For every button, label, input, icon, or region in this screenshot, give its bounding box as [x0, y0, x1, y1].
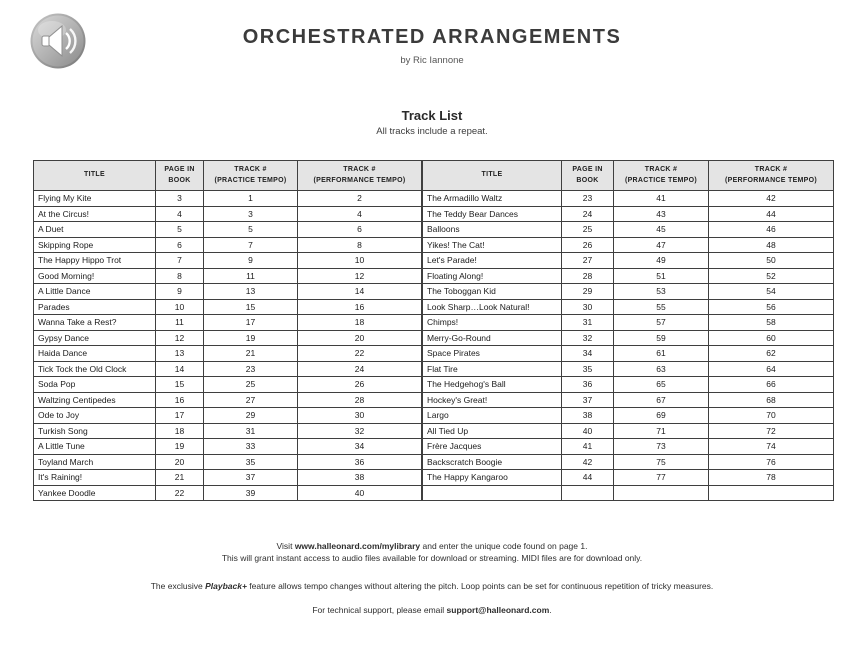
page-cell: 9 [156, 284, 204, 300]
page-cell: 10 [156, 299, 204, 315]
practice-track-cell: 75 [614, 454, 709, 470]
performance-track-cell: 36 [298, 454, 422, 470]
practice-track-cell: 35 [204, 454, 298, 470]
performance-track-cell: 10 [298, 253, 422, 269]
practice-track-cell: 25 [204, 377, 298, 393]
track-title-cell: Parades [34, 299, 156, 315]
track-title-cell: The Hedgehog's Ball [423, 377, 562, 393]
performance-track-cell: 32 [298, 423, 422, 439]
footer-access-line: This will grant instant access to audio files available for download or streaming. MIDI files are for download only. [221, 552, 643, 563]
column-header-track-practice: TRACK # (PRACTICE TEMPO) [614, 161, 709, 191]
practice-track-cell: 69 [614, 408, 709, 424]
track-title-cell: Tick Tock the Old Clock [34, 361, 156, 377]
column-header-track-practice: TRACK # (PRACTICE TEMPO) [204, 161, 298, 191]
table-row [423, 454, 834, 470]
table-row [423, 315, 834, 331]
practice-track-cell: 59 [614, 330, 709, 346]
practice-track-cell: 55 [614, 299, 709, 315]
footer-playback-info: The exclusive Playback+ feature allows tempo changes without altering the pitch. Loop points can be set for continuous repetition of tricky measures. [150, 581, 714, 591]
table-row [34, 206, 422, 222]
table-row [34, 470, 422, 486]
page-cell: 41 [562, 439, 614, 455]
track-title-cell: Skipping Rope [34, 237, 156, 253]
support-email: support@halleonard.com [446, 605, 550, 615]
page-cell: 28 [562, 268, 614, 284]
table-row [423, 284, 834, 300]
footer-visit-line: Visit www.halleonard.com/mylibrary and enter the unique code found on page 1. [276, 541, 588, 551]
track-title-cell: The Happy Kangaroo [423, 470, 562, 486]
table-row [34, 346, 422, 362]
table-row [34, 330, 422, 346]
table-row [423, 222, 834, 238]
page-cell: 31 [562, 315, 614, 331]
track-title-cell: Look Sharp…Look Natural! [423, 299, 562, 315]
performance-track-cell: 44 [709, 206, 834, 222]
practice-track-cell: 33 [204, 439, 298, 455]
track-title-cell: Waltzing Centipedes [34, 392, 156, 408]
practice-track-cell: 37 [204, 470, 298, 486]
table-row [34, 423, 422, 439]
table-row [423, 361, 834, 377]
table-row [34, 268, 422, 284]
practice-track-cell: 41 [614, 191, 709, 207]
table-row [34, 439, 422, 455]
page-cell: 13 [156, 346, 204, 362]
track-title-cell: Ode to Joy [34, 408, 156, 424]
table-row [423, 346, 834, 362]
document-header [0, 26, 864, 66]
performance-track-cell: 64 [709, 361, 834, 377]
page-cell: 37 [562, 392, 614, 408]
table-row [34, 377, 422, 393]
performance-track-cell: 52 [709, 268, 834, 284]
performance-track-cell: 34 [298, 439, 422, 455]
performance-track-cell: 56 [709, 299, 834, 315]
practice-track-cell: 21 [204, 346, 298, 362]
performance-track-cell: 70 [709, 408, 834, 424]
table-row [423, 439, 834, 455]
table-row [34, 191, 422, 207]
table-header-row [423, 161, 834, 191]
performance-track-cell: 58 [709, 315, 834, 331]
column-header-page-in-book: PAGE IN BOOK [562, 161, 614, 191]
performance-track-cell: 30 [298, 408, 422, 424]
tracklist-subtitle: All tracks include a repeat. [376, 126, 488, 137]
track-title-cell: Largo [423, 408, 562, 424]
page-cell: 34 [562, 346, 614, 362]
performance-track-cell: 4 [298, 206, 422, 222]
practice-track-cell: 27 [204, 392, 298, 408]
column-header-title: TITLE [423, 161, 562, 191]
performance-track-cell: 78 [709, 470, 834, 486]
track-title-cell: The Armadillo Waltz [423, 191, 562, 207]
performance-track-cell: 18 [298, 315, 422, 331]
footer-support-info: For technical support, please email support@halleonard.com. [312, 605, 552, 615]
practice-track-cell: 19 [204, 330, 298, 346]
track-title-cell: Space Pirates [423, 346, 562, 362]
playback-feature-name: Playback+ [205, 581, 247, 591]
track-title-cell: Hockey's Great! [423, 392, 562, 408]
performance-track-cell: 26 [298, 377, 422, 393]
track-title-cell: A Duet [34, 222, 156, 238]
practice-track-cell: 3 [204, 206, 298, 222]
page-cell: 40 [562, 423, 614, 439]
column-header-track-performance: TRACK # (PERFORMANCE TEMPO) [709, 161, 834, 191]
table-row [423, 485, 834, 501]
table-row [423, 470, 834, 486]
practice-track-cell: 61 [614, 346, 709, 362]
practice-track-cell: 23 [204, 361, 298, 377]
table-row [423, 423, 834, 439]
page-cell: 24 [562, 206, 614, 222]
table-row [423, 268, 834, 284]
practice-track-cell: 57 [614, 315, 709, 331]
table-row [34, 392, 422, 408]
performance-track-cell: 6 [298, 222, 422, 238]
page-cell: 4 [156, 206, 204, 222]
page-cell: 20 [156, 454, 204, 470]
table-row [423, 377, 834, 393]
track-title-cell: Frère Jacques [423, 439, 562, 455]
track-title-cell: Haida Dance [34, 346, 156, 362]
performance-track-cell: 14 [298, 284, 422, 300]
performance-track-cell: 22 [298, 346, 422, 362]
page-title: ORCHESTRATED ARRANGEMENTS [242, 26, 622, 48]
page-cell: 8 [156, 268, 204, 284]
track-title-cell: Backscratch Boogie [423, 454, 562, 470]
page-cell: 36 [562, 377, 614, 393]
track-title-cell: Flat Tire [423, 361, 562, 377]
track-title-cell: All Tied Up [423, 423, 562, 439]
table-row [34, 299, 422, 315]
performance-track-cell: 2 [298, 191, 422, 207]
performance-track-cell: 12 [298, 268, 422, 284]
track-title-cell: Toyland March [34, 454, 156, 470]
page-cell: 19 [156, 439, 204, 455]
practice-track-cell: 53 [614, 284, 709, 300]
performance-track-cell: 38 [298, 470, 422, 486]
track-title-cell: Flying My Kite [34, 191, 156, 207]
page-cell: 17 [156, 408, 204, 424]
track-title-cell: The Toboggan Kid [423, 284, 562, 300]
table-row [34, 237, 422, 253]
table-header-row [34, 161, 422, 191]
practice-track-cell: 13 [204, 284, 298, 300]
table-row [423, 330, 834, 346]
track-title-cell: Yankee Doodle [34, 485, 156, 501]
page-cell: 3 [156, 191, 204, 207]
practice-track-cell: 29 [204, 408, 298, 424]
table-row [34, 454, 422, 470]
page-cell: 29 [562, 284, 614, 300]
page-cell: 44 [562, 470, 614, 486]
performance-track-cell: 60 [709, 330, 834, 346]
page-cell: 11 [156, 315, 204, 331]
track-title-cell: Chimps! [423, 315, 562, 331]
performance-track-cell: 24 [298, 361, 422, 377]
page-cell: 22 [156, 485, 204, 501]
track-title-cell: Gypsy Dance [34, 330, 156, 346]
practice-track-cell: 5 [204, 222, 298, 238]
practice-track-cell: 71 [614, 423, 709, 439]
performance-track-cell: 74 [709, 439, 834, 455]
practice-track-cell: 15 [204, 299, 298, 315]
track-title-cell: Floating Along! [423, 268, 562, 284]
track-title-cell: Let's Parade! [423, 253, 562, 269]
performance-track-cell: 16 [298, 299, 422, 315]
tracklist-heading-block [0, 108, 864, 137]
page-cell: 38 [562, 408, 614, 424]
track-table-left [33, 160, 422, 501]
practice-track-cell: 31 [204, 423, 298, 439]
practice-track-cell: 63 [614, 361, 709, 377]
page-cell: 25 [562, 222, 614, 238]
track-title-cell: At the Circus! [34, 206, 156, 222]
practice-track-cell: 9 [204, 253, 298, 269]
performance-track-cell: 68 [709, 392, 834, 408]
track-title-cell: Turkish Song [34, 423, 156, 439]
track-table-right [422, 160, 834, 501]
table-row [34, 361, 422, 377]
page-cell: 35 [562, 361, 614, 377]
page-cell: 30 [562, 299, 614, 315]
practice-track-cell: 11 [204, 268, 298, 284]
column-header-title: TITLE [34, 161, 156, 191]
track-title-cell: The Teddy Bear Dances [423, 206, 562, 222]
page-cell: 18 [156, 423, 204, 439]
performance-track-cell: 40 [298, 485, 422, 501]
page-cell: 32 [562, 330, 614, 346]
table-row [34, 485, 422, 501]
performance-track-cell: 46 [709, 222, 834, 238]
track-title-cell: Yikes! The Cat! [423, 237, 562, 253]
table-row [34, 315, 422, 331]
table-row [34, 408, 422, 424]
performance-track-cell: 20 [298, 330, 422, 346]
performance-track-cell: 66 [709, 377, 834, 393]
practice-track-cell [614, 485, 709, 501]
practice-track-cell: 39 [204, 485, 298, 501]
page-cell: 26 [562, 237, 614, 253]
performance-track-cell: 62 [709, 346, 834, 362]
practice-track-cell: 1 [204, 191, 298, 207]
footer-access-info [0, 541, 864, 564]
practice-track-cell: 45 [614, 222, 709, 238]
track-title-cell: Balloons [423, 222, 562, 238]
table-row [34, 284, 422, 300]
practice-track-cell: 17 [204, 315, 298, 331]
performance-track-cell: 42 [709, 191, 834, 207]
track-title-cell [423, 485, 562, 501]
tracklist-title: Track List [401, 108, 463, 123]
table-row [423, 408, 834, 424]
practice-track-cell: 77 [614, 470, 709, 486]
page-cell: 6 [156, 237, 204, 253]
track-title-cell: Good Morning! [34, 268, 156, 284]
practice-track-cell: 73 [614, 439, 709, 455]
track-title-cell: Merry-Go-Round [423, 330, 562, 346]
page-cell: 15 [156, 377, 204, 393]
table-row [423, 253, 834, 269]
table-row [423, 237, 834, 253]
table-row [34, 222, 422, 238]
practice-track-cell: 49 [614, 253, 709, 269]
practice-track-cell: 51 [614, 268, 709, 284]
page-cell [562, 485, 614, 501]
page-cell: 42 [562, 454, 614, 470]
performance-track-cell [709, 485, 834, 501]
track-title-cell: A Little Tune [34, 439, 156, 455]
page-cell: 7 [156, 253, 204, 269]
library-url: www.halleonard.com/mylibrary [294, 541, 421, 551]
table-row [423, 299, 834, 315]
practice-track-cell: 43 [614, 206, 709, 222]
byline: by Ric Iannone [400, 55, 464, 66]
table-row [423, 392, 834, 408]
table-row [423, 206, 834, 222]
practice-track-cell: 67 [614, 392, 709, 408]
performance-track-cell: 28 [298, 392, 422, 408]
table-row [423, 191, 834, 207]
track-title-cell: Wanna Take a Rest? [34, 315, 156, 331]
practice-track-cell: 47 [614, 237, 709, 253]
column-header-page-in-book: PAGE IN BOOK [156, 161, 204, 191]
practice-track-cell: 7 [204, 237, 298, 253]
page-cell: 12 [156, 330, 204, 346]
track-title-cell: Soda Pop [34, 377, 156, 393]
performance-track-cell: 48 [709, 237, 834, 253]
page-cell: 27 [562, 253, 614, 269]
column-header-track-performance: TRACK # (PERFORMANCE TEMPO) [298, 161, 422, 191]
track-title-cell: A Little Dance [34, 284, 156, 300]
performance-track-cell: 8 [298, 237, 422, 253]
page-cell: 5 [156, 222, 204, 238]
track-title-cell: It's Raining! [34, 470, 156, 486]
table-row [34, 253, 422, 269]
performance-track-cell: 50 [709, 253, 834, 269]
page-cell: 23 [562, 191, 614, 207]
page-cell: 14 [156, 361, 204, 377]
page-cell: 21 [156, 470, 204, 486]
track-tables [33, 160, 832, 501]
track-title-cell: The Happy Hippo Trot [34, 253, 156, 269]
performance-track-cell: 72 [709, 423, 834, 439]
performance-track-cell: 76 [709, 454, 834, 470]
page-cell: 16 [156, 392, 204, 408]
performance-track-cell: 54 [709, 284, 834, 300]
practice-track-cell: 65 [614, 377, 709, 393]
